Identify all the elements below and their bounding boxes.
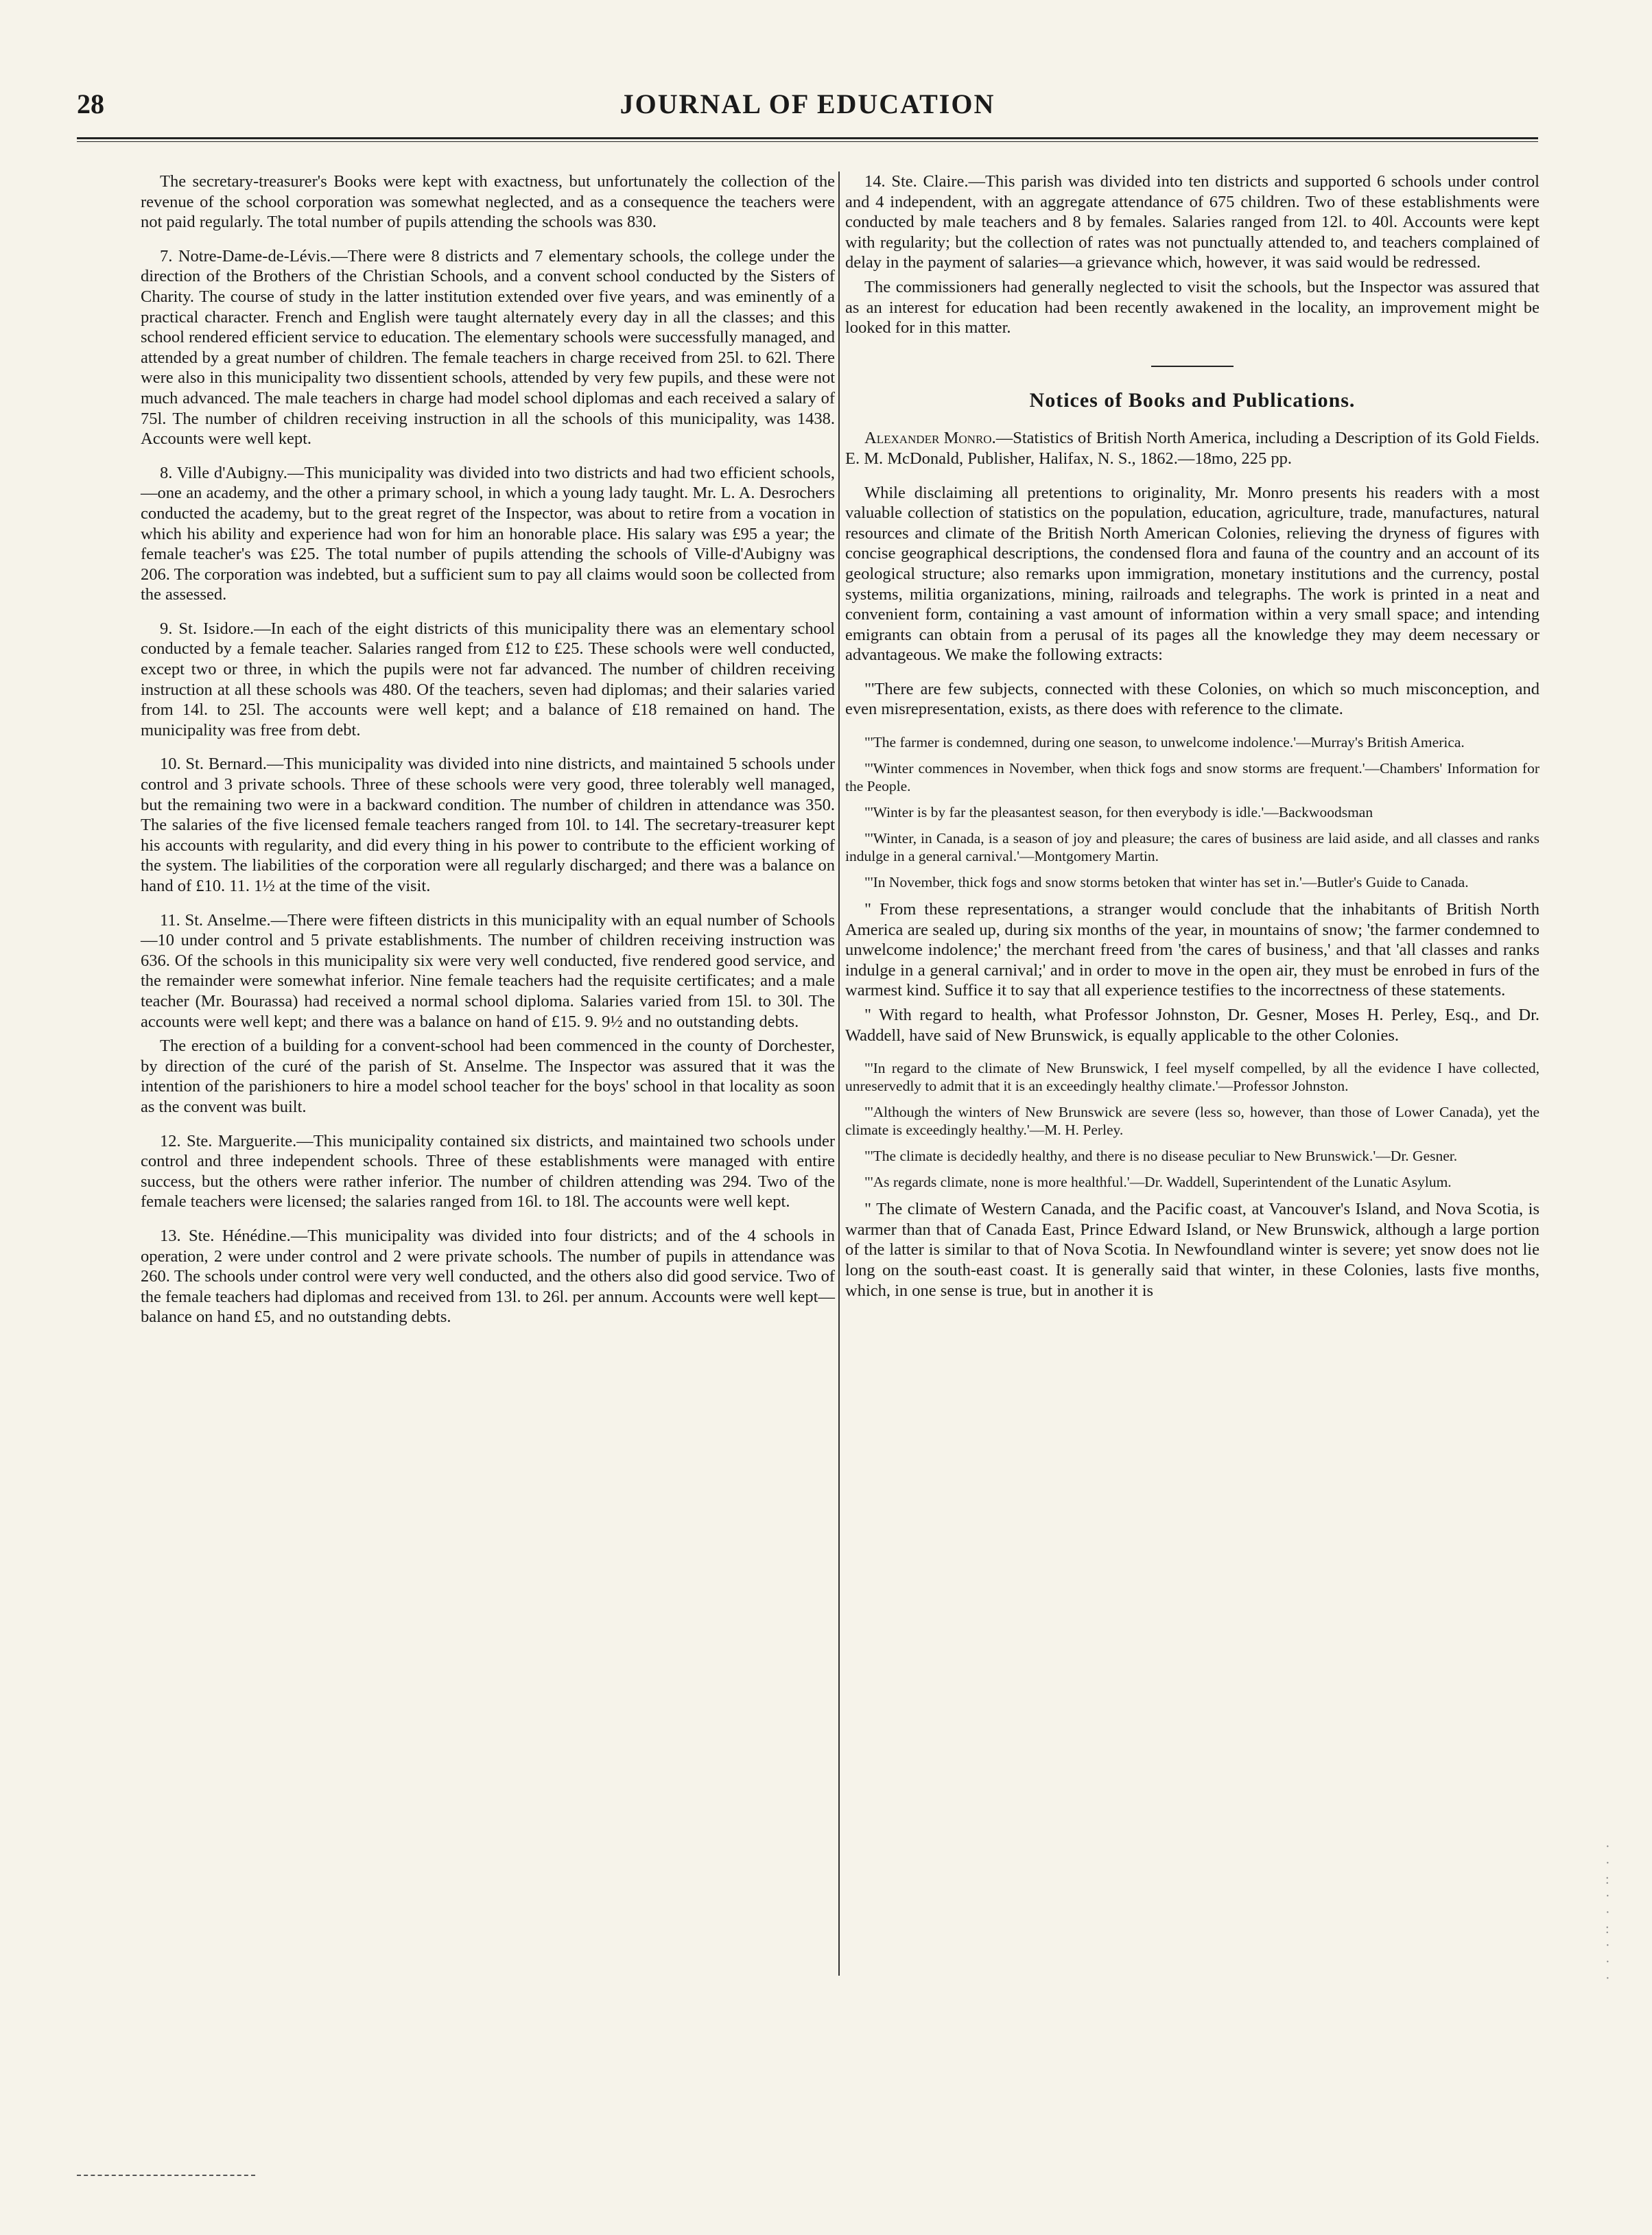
paragraph: 7. Notre-Dame-de-Lévis.—There were 8 districts and 7 elementary schools, the college under the direction of the Brothers of the Christian Schools, and a convent school conducted by the Sisters of Charity. The course of study in the latter institution extended over five years, and was eminently of a practical character. French and English were taught alternately every day in all the classes; and this school rendered efficient service to education. The elementary schools were successfully managed, and attended by a great number of children. The female teachers in charge received from 25l. to 62l. There were also in this municipality two dissentient schools, attended by very few pupils, and these were not much advanced. The male teachers in charge had model school diplomas and each received a salary of 75l. The number of children receiving instruction in all the schools of this municipality, was 1438. Accounts were well kept. [141, 246, 835, 449]
book-title: —Statistics of British North America, including a Description of its Gold Fields. E. M. McDonald, Publisher, Halifax, N. S., 1862.—18mo, 225 pp. [845, 429, 1539, 468]
paragraph: 11. St. Anselme.—There were fifteen districts in this municipality with an equal number of Schools—10 under control and 5 private establishments. The number of children receiving instruction was 636. Of the schools in this municipality six were very well conducted, five rendered good service, and the remainder were somewhat inferior. Nine female teachers had the requisite certificates; and a male teacher (Mr. Bourassa) had received a normal school diploma. Salaries varied from 15l. to 30l. The accounts were well kept; and there was a balance on hand of £15. 9. 9½ and no outstanding debts. [141, 910, 835, 1031]
scan-edge-marks: · · : · · : · · · [1605, 1839, 1610, 1986]
paragraph: 12. Ste. Marguerite.—This municipality contained six districts, and maintained two schools under control and three independent schools. Three of these establishments were managed with entire success, but the others were rather inferior. The number of children attending was 294. Two of the female teachers were licensed; the salaries ranged from 16l. to 18l. The accounts were well kept. [141, 1131, 835, 1211]
paragraph: 13. Ste. Hénédine.—This municipality was divided into four districts; and of the 4 schools in operation, 2 were under control and 2 were private schools. The number of pupils in attendance was 260. The schools under control were very well conducted, and the others also did good service. Two of the female teachers had diplomas and received from 13l. to 26l. per annum. Accounts were well kept—balance on hand £5, and no outstanding debts. [141, 1226, 835, 1327]
book-author: Alexander Monro. [864, 429, 996, 448]
section-divider [1151, 366, 1234, 367]
paragraph: 9. St. Isidore.—In each of the eight districts of this municipality there was an elementary school conducted by a female teacher. Salaries ranged from £12 to £25. These schools were well conducted, except two or three, in which the pupils were not far advanced. The number of children receiving instruction at all these schools was 480. Of the teachers, seven had diplomas; and their salaries varied from 14l. to 25l. The accounts were well kept; and a balance of £18 remained on hand. The municipality was free from debt. [141, 619, 835, 740]
paragraph: The erection of a building for a convent-school had been commenced in the county of Dorchester, by direction of the curé of the parish of St. Anselme. The Inspector was assured that it was the intention of the parishioners to hire a model school teacher for the boys' school in that locality as soon as the convent was built. [141, 1037, 835, 1116]
column-divider [838, 172, 840, 1976]
quote: "'Winter, in Canada, is a season of joy and pleasure; the cares of business are laid aside, and all classes and ranks indulge in a general carnival.'—Montgomery Martin. [845, 830, 1539, 865]
quote: "'The farmer is condemned, during one season, to unwelcome indolence.'—Murray's British America. [864, 734, 1465, 751]
paragraph: While disclaiming all pretentions to originality, Mr. Monro presents his readers with a most valuable collection of statistics on the population, education, agriculture, trade, manufactures, natural resources and climate of the British North American Colonies, relieving the dryness of figures with concise geographical descriptions, the condensed flora and fauna of the country and an account of its geological structure; also remarks upon immigration, monetary institutions and the currency, postal systems, militia organizations, mining, railroads and telegraphs. The work is printed in a neat and convenient form, containing a vast amount of information within a very small space; and intending emigrants can obtain from a perusal of its pages all the knowledge they may deem necessary or advantageous. We make the following extracts: [845, 483, 1539, 665]
paragraph: 14. Ste. Claire.—This parish was divided into ten districts and supported 6 schools under control and 4 independent, with an aggregate attendance of 675 children. Two of these establishments were conducted by male teachers and 8 by females. Salaries ranged from 12l. to 40l. Accounts were kept with regularity; but the collection of rates was not punctually attended to, and teachers complained of delay in the payment of salaries—a grievance which, however, it was said would be redressed. [845, 172, 1539, 272]
paragraph: " From these representations, a stranger would conclude that the inhabitants of British North America are sealed up, during six months of the year, in mountains of snow; 'the farmer condemned to unwelcome indolence;' the merchant freed from 'the cares of business,' and that 'all classes and ranks indulge in a general carnival;' and in order to move in the open air, they must be enrobed in furs of the warmest kind. Suffice it to say that all experience testifies to the incorrectness of these statements. [845, 900, 1539, 1000]
quote: "'Winter is by far the pleasantest season, for then everybody is idle.'—Backwoodsman [864, 804, 1373, 821]
quote: "'In November, thick fogs and snow storms betoken that winter has set in.'—Butler's Guide to Canada. [864, 874, 1469, 891]
left-column [141, 172, 835, 1341]
quote: "'As regards climate, none is more healthful.'—Dr. Waddell, Superintendent of the Lunatic Asylum. [864, 1174, 1452, 1191]
paragraph: " The climate of Western Canada, and the Pacific coast, at Vancouver's Island, and Nova Scotia, is warmer than that of Canada East, Prince Edward Island, or New Brunswick, although a large portion of the latter is similar to that of Nova Scotia. In Newfoundland winter is severe; yet snow does not lie long on the south-east coast. It is generally said that winter, in these Colonies, lasts five months, which, in one sense is true, but in another it is [845, 1200, 1539, 1300]
paragraph: "'There are few subjects, connected with these Colonies, on which so much misconception, and even misrepresentation, exists, as there does with reference to the climate. [845, 679, 1539, 719]
paragraph: " With regard to health, what Professor Johnston, Dr. Gesner, Moses H. Perley, Esq., and Dr. Waddell, have said of New Brunswick, is equally applicable to the other Colonies. [845, 1006, 1539, 1045]
book-citation [845, 428, 1539, 469]
journal-title: JOURNAL OF EDUCATION [620, 88, 995, 119]
paragraph: The secretary-treasurer's Books were kept with exactness, but unfortunately the collection of the revenue of the school corporation was somewhat neglected, and as a consequence the teachers were not paid regularly. The total number of pupils attending the schools was 830. [141, 172, 835, 232]
right-column [845, 172, 1539, 1314]
footer-rule [77, 2175, 255, 2176]
paragraph: 8. Ville d'Aubigny.—This municipality was divided into two districts and had two efficient schools,—one an academy, and the other a primary school, in which a young lady taught. Mr. L. A. Desrochers conducted the academy, but to the great regret of the Inspector, was about to retire from a vocation in which his ability and experience had won for him an honorable place. His salary was £95 a year; the female teacher's was £25. The total number of pupils attending the schools of Ville-d'Aubigny was 206. The corporation was indebted, but a sufficient sum to pay all claims would soon be collected from the assessed. [141, 463, 835, 604]
quote: "'Winter commences in November, when thick fogs and snow storms are frequent.'—Chambers' Information for the People. [845, 760, 1539, 795]
quote: "'The climate is decidedly healthy, and there is no disease peculiar to New Brunswick.'—Dr. Gesner. [864, 1148, 1458, 1165]
section-title: Notices of Books and Publications. [1029, 388, 1356, 412]
header-rule [77, 137, 1538, 142]
page-number: 28 [77, 88, 104, 119]
quote: "'Although the winters of New Brunswick are severe (less so, however, than those of Lower Canada), yet the climate is exceedingly healthy.'—M. H. Perley. [845, 1104, 1539, 1139]
page-header [77, 88, 1538, 128]
quote: "'In regard to the climate of New Brunswick, I feel myself compelled, by all the evidence I have collected, unreservedly to admit that it is an exceedingly healthy climate.'—Professor Johnston. [845, 1060, 1539, 1095]
paragraph: 10. St. Bernard.—This municipality was divided into nine districts, and maintained 5 schools under control and 3 private schools. Three of these schools were very good, three tolerably well managed, but the remaining two were in a backward condition. The number of children in attendance was 350. The salaries of the five licensed female teachers ranged from 10l. to 14l. The secretary-treasurer kept his accounts with regularity, and did every thing in his power to contribute to the efficient working of the system. The liabilities of the corporation were all regularly discharged; and there was a balance on hand of £10. 11. 1½ at the time of the visit. [141, 755, 835, 895]
paragraph: The commissioners had generally neglected to visit the schools, but the Inspector was assured that as an interest for education had been recently awakened in the locality, an improvement might be looked for in this matter. [845, 277, 1539, 338]
